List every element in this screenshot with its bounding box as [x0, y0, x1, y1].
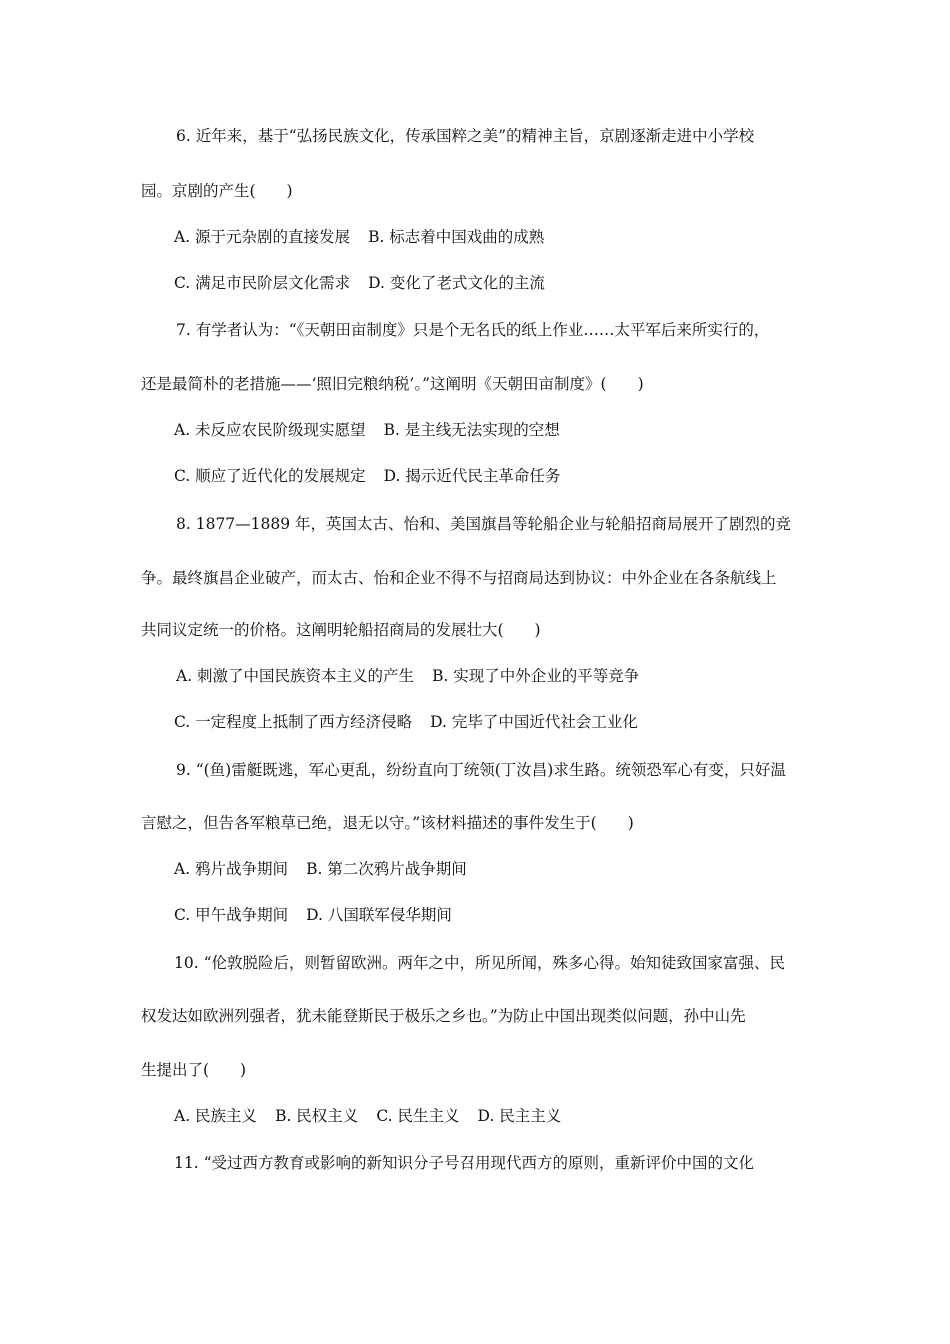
q8-stem-line-3: 共同议定统一的价格。这阐明轮船招商局的发展壮大( ) [141, 621, 541, 639]
q8-option-a: A. 刺激了中国民族资本主义的产生 [176, 667, 415, 685]
q9-stem-line-1: 9. “(鱼)雷艇既逃，军心更乱，纷纷直向丁统领(丁汝昌)求生路。统领恐军心有变，只好温 [176, 761, 786, 779]
q10-stem-line-3: 生提出了( ) [141, 1061, 247, 1079]
q8-stem-line-2: 争。最终旗昌企业破产，而太古、怡和企业不得不与招商局达到协议：中外企业在各条航线上 [141, 569, 777, 587]
q6-stem-line-1: 6. 近年来，基于“弘扬民族文化，传承国粹之美”的精神主旨，京剧逐渐走进中小学校 [176, 127, 755, 145]
q11-stem-line-1: 11. “受过西方教育或影响的新知识分子号召用现代西方的原则，重新评价中国的文化 [174, 1154, 755, 1172]
q10-option-b: B. 民权主义 [275, 1107, 359, 1125]
q9-option-b: B. 第二次鸦片战争期间 [306, 860, 467, 878]
q8-options-row-2 [174, 712, 638, 732]
q9-stem-line-2: 言慰之，但告各军粮草已绝，退无以守。”该材料描述的事件发生于( ) [141, 814, 634, 832]
q6-options-row-2 [174, 273, 545, 293]
q7-option-a: A. 未反应农民阶级现实愿望 [174, 421, 366, 439]
q6-options-row-1 [174, 227, 544, 247]
q9-option-c: C. 甲午战争期间 [174, 906, 289, 924]
q7-options-row-2 [174, 466, 560, 486]
q10-options-row [174, 1106, 561, 1126]
q7-stem-line-2: 还是最简朴的老措施——‘照旧完粮纳税’。”这阐明《天朝田亩制度》( ) [141, 375, 644, 393]
q8-option-c: C. 一定程度上抵制了西方经济侵略 [174, 713, 413, 731]
q6-option-c: C. 满足市民阶层文化需求 [174, 274, 351, 292]
q6-option-a: A. 源于元杂剧的直接发展 [174, 228, 351, 246]
q10-option-c: C. 民生主义 [376, 1107, 460, 1125]
q10-stem-line-1: 10. “伦敦脱险后，则暂留欧洲。两年之中，所见所闻，殊多心得。始知徒致国家富强、民 [174, 954, 786, 972]
q6-stem-line-2: 园。京剧的产生( ) [141, 182, 293, 200]
q9-option-d: D. 八国联军侵华期间 [306, 906, 452, 924]
q8-option-b: B. 实现了中外企业的平等竞争 [432, 667, 640, 685]
q9-options-row-1 [174, 859, 467, 879]
q9-options-row-2 [174, 905, 452, 925]
q7-option-d: D. 揭示近代民主革命任务 [383, 467, 561, 485]
q8-options-row-1 [176, 666, 639, 686]
q8-stem-line-1: 8. 1877—1889 年，英国太古、怡和、美国旗昌等轮船企业与轮船招商局展开了剧烈的竞 [176, 515, 792, 533]
q10-stem-line-2: 权发达如欧洲列强者，犹未能登斯民于极乐之乡也。”为防止中国出现类似问题，孙中山先 [141, 1007, 746, 1025]
q7-option-c: C. 顺应了近代化的发展规定 [174, 467, 366, 485]
q10-option-a: A. 民族主义 [174, 1107, 258, 1125]
q9-option-a: A. 鸦片战争期间 [174, 860, 289, 878]
q7-option-b: B. 是主线无法实现的空想 [383, 421, 560, 439]
q7-stem-line-1: 7. 有学者认为：“《天朝田亩制度》只是个无名氏的纸上作业……太平军后来所实行的， [176, 321, 770, 339]
q10-option-d: D. 民主主义 [477, 1107, 562, 1125]
q6-option-b: B. 标志着中国戏曲的成熟 [368, 228, 545, 246]
q7-options-row-1 [174, 420, 560, 440]
q6-option-d: D. 变化了老式文化的主流 [368, 274, 545, 292]
q8-option-d: D. 完毕了中国近代社会工业化 [430, 713, 638, 731]
